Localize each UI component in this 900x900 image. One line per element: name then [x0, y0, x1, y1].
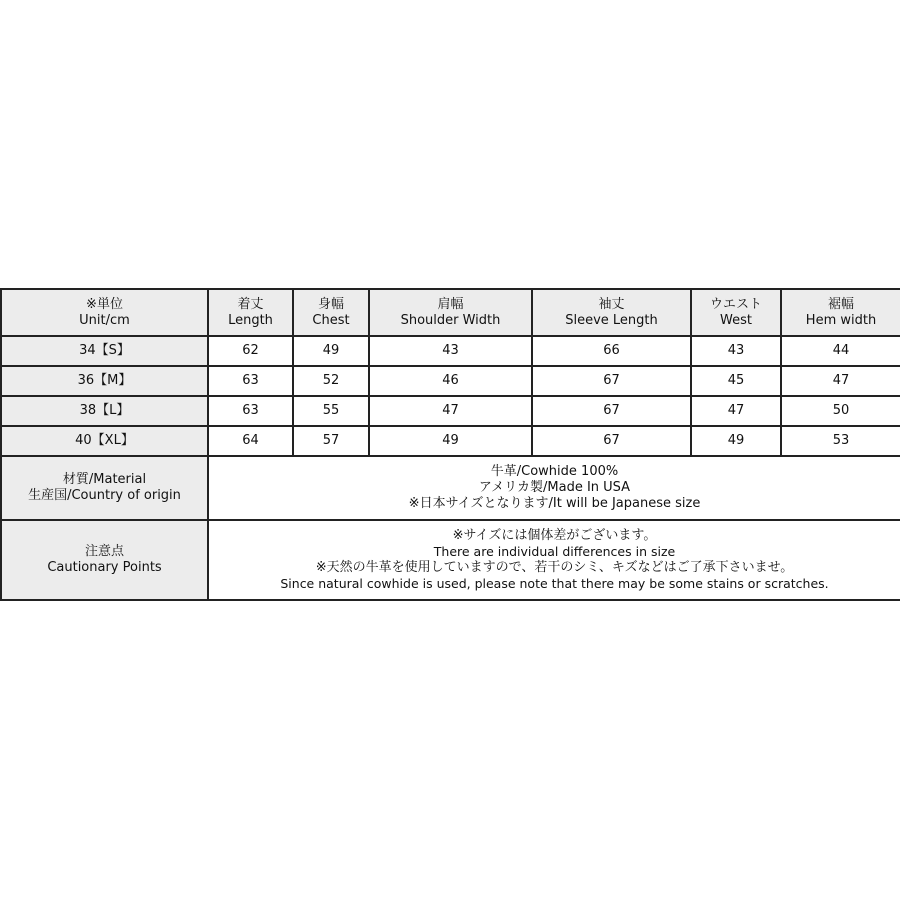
header-sleeve	[532, 289, 691, 336]
material-info	[208, 456, 900, 520]
cell: 50	[781, 396, 900, 426]
header-jp: 着丈	[237, 296, 264, 312]
cell: 63	[208, 366, 293, 396]
header-length	[208, 289, 293, 336]
cell: 49	[369, 426, 532, 456]
cell: 46	[369, 366, 532, 396]
material-line: 牛革/Cowhide 100%	[490, 464, 619, 479]
header-en: Sleeve Length	[565, 312, 658, 328]
size-label: 34【S】	[1, 336, 208, 366]
cell: 49	[691, 426, 781, 456]
cell: 47	[781, 366, 900, 396]
material-row	[1, 456, 900, 520]
table-row	[1, 336, 900, 366]
caution-line: ※サイズには個体差がございます。	[452, 528, 657, 543]
cell: 57	[293, 426, 369, 456]
size-chart-table	[0, 288, 900, 601]
cell: 47	[691, 396, 781, 426]
cell: 43	[369, 336, 532, 366]
cell: 64	[208, 426, 293, 456]
header-en: West	[720, 312, 752, 328]
cell: 67	[532, 396, 691, 426]
size-note-line: ※日本サイズとなります/It will be Japanese size	[408, 496, 701, 511]
caution-row	[1, 520, 900, 600]
caution-label-1: 注意点	[84, 544, 124, 559]
header-row	[1, 289, 900, 336]
header-jp: ※単位	[86, 296, 123, 312]
table-row	[1, 366, 900, 396]
table-row	[1, 396, 900, 426]
cell: 53	[781, 426, 900, 456]
caution-label	[1, 520, 208, 600]
cell: 55	[293, 396, 369, 426]
size-label: 36【M】	[1, 366, 208, 396]
header-en: Hem width	[805, 312, 877, 328]
cell: 44	[781, 336, 900, 366]
cell: 67	[532, 366, 691, 396]
cell: 43	[691, 336, 781, 366]
caution-label-2: Cautionary Points	[47, 560, 162, 575]
caution-line: Since natural cowhide is used, please note that there may be some stains or scratches.	[280, 576, 829, 591]
cell: 52	[293, 366, 369, 396]
caution-line: There are individual differences in size	[433, 544, 676, 559]
caution-line: ※天然の牛革を使用していますので、若干のシミ、キズなどはご了承下さいませ。	[315, 560, 794, 575]
cell: 67	[532, 426, 691, 456]
header-shoulder	[369, 289, 532, 336]
header-jp: 裾幅	[827, 296, 854, 312]
cell: 63	[208, 396, 293, 426]
header-waist	[691, 289, 781, 336]
header-chest	[293, 289, 369, 336]
cell: 47	[369, 396, 532, 426]
header-jp: 身幅	[317, 296, 344, 312]
caution-info	[208, 520, 900, 600]
table-row	[1, 426, 900, 456]
header-en: Unit/cm	[79, 312, 130, 328]
header-unit	[1, 289, 208, 336]
cell: 66	[532, 336, 691, 366]
cell: 49	[293, 336, 369, 366]
header-hem	[781, 289, 900, 336]
cell: 62	[208, 336, 293, 366]
material-label	[1, 456, 208, 520]
material-label-1: 材質/Material	[62, 472, 147, 487]
header-jp: ウエスト	[709, 296, 762, 312]
size-label: 38【L】	[1, 396, 208, 426]
material-label-2: 生産国/Country of origin	[28, 488, 181, 503]
header-jp: 肩幅	[437, 296, 464, 312]
header-en: Length	[228, 312, 273, 328]
header-en: Shoulder Width	[400, 312, 501, 328]
size-label: 40【XL】	[1, 426, 208, 456]
origin-line: アメリカ製/Made In USA	[478, 480, 631, 495]
header-en: Chest	[312, 312, 350, 328]
cell: 45	[691, 366, 781, 396]
header-jp: 袖丈	[598, 296, 625, 312]
